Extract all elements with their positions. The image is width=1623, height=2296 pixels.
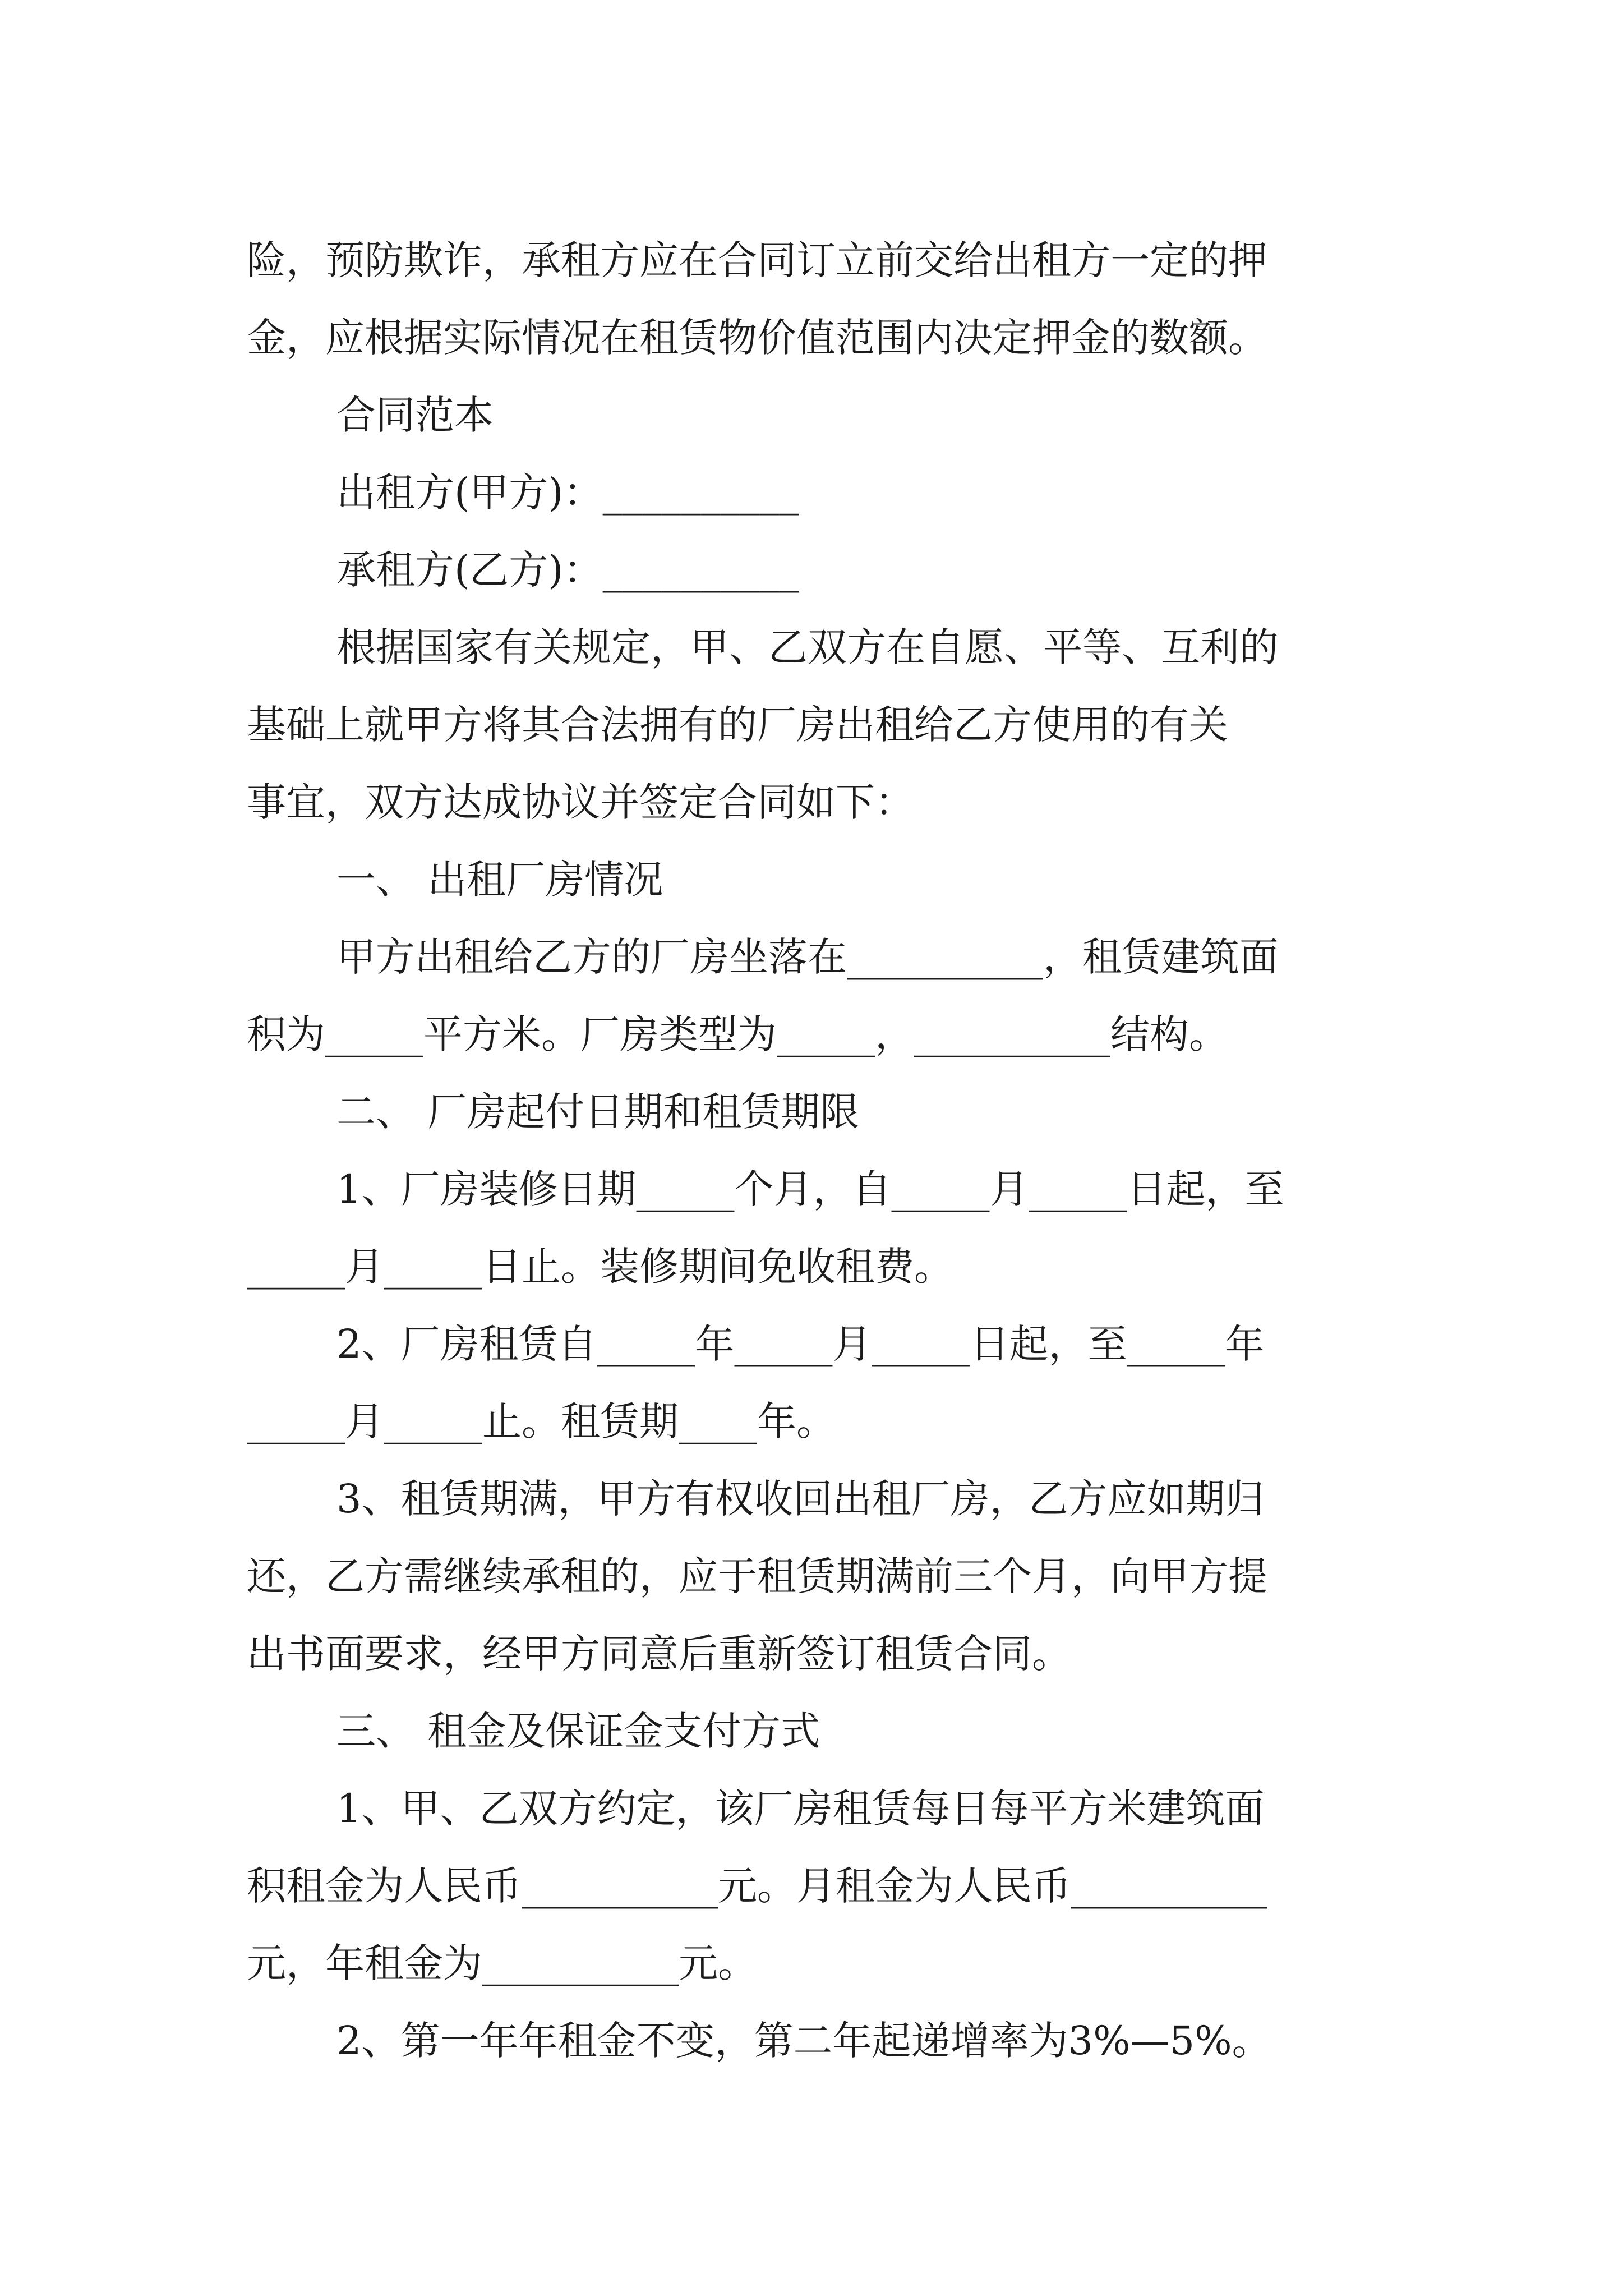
document-body [247, 222, 1385, 2079]
paragraph-line: 积为_____平方米。厂房类型为_____，__________结构。 [247, 1011, 1228, 1057]
paragraph-line: 积租金为人民币__________元。月租金为人民币__________ [247, 1863, 1267, 1909]
paragraph-line: _____月_____日止。装修期间免收租费。 [247, 1244, 953, 1290]
template-heading: 合同范本 [336, 392, 494, 438]
section-heading-2: 二、 厂房起付日期和租赁期限 [336, 1089, 860, 1135]
paragraph-line: 事宜，双方达成协议并签定合同如下： [247, 779, 914, 825]
paragraph-line: 2、厂房租赁自_____年_____月_____日起，至_____年 [336, 1321, 1265, 1367]
paragraph-line: 1、甲、乙双方约定，该厂房租赁每日每平方米建筑面 [336, 1786, 1265, 1832]
paragraph-line: 还，乙方需继续承租的，应于租赁期满前三个月，向甲方提 [247, 1553, 1267, 1599]
lessor-field: 出租方(甲方)：__________ [336, 470, 799, 516]
paragraph-line: 甲方出租给乙方的厂房坐落在__________，租赁建筑面 [336, 934, 1279, 980]
paragraph-line: 元，年租金为__________元。 [247, 1940, 757, 1986]
paragraph-line: 根据国家有关规定，甲、乙双方在自愿、平等、互利的 [336, 624, 1279, 670]
paragraph-line: 3、租赁期满，甲方有权收回出租厂房，乙方应如期归 [336, 1476, 1265, 1522]
paragraph-line: 基础上就甲方将其合法拥有的厂房出租给乙方使用的有关 [247, 702, 1228, 748]
section-heading-3: 三、 租金及保证金支付方式 [336, 1708, 820, 1754]
paragraph-line: 1、厂房装修日期_____个月，自_____月_____日起，至 [336, 1166, 1284, 1212]
paragraph-line: 出书面要求，经甲方同意后重新签订租赁合同。 [247, 1631, 1071, 1677]
section-heading-1: 一、 出租厂房情况 [336, 857, 663, 903]
paragraph-line: 险，预防欺诈，承租方应在合同订立前交给出租方一定的押 [247, 237, 1267, 283]
lessee-field: 承租方(乙方)：__________ [336, 547, 799, 593]
paragraph-line: 金，应根据实际情况在租赁物价值范围内决定押金的数额。 [247, 315, 1267, 361]
paragraph-line: _____月_____止。租赁期____年。 [247, 1398, 836, 1444]
paragraph-line: 2、第一年年租金不变，第二年起递增率为3%—5%。 [336, 2018, 1271, 2064]
